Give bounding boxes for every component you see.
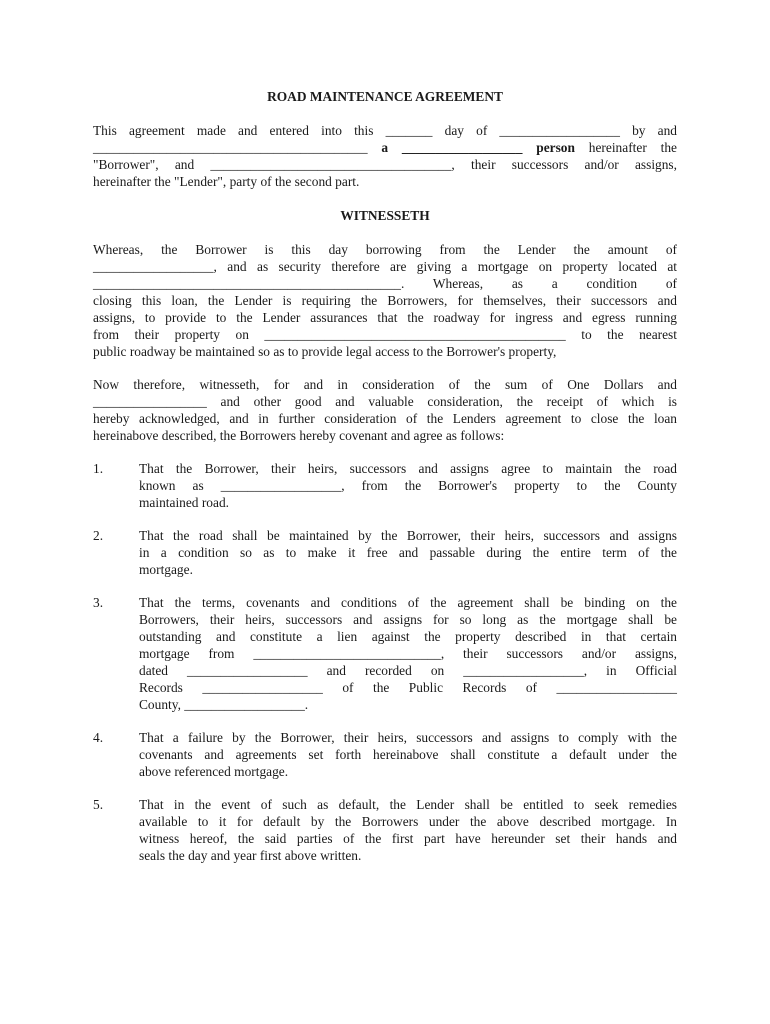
now-therefore-line: Now therefore, witnesseth, for and in consideration of the sum of One Dollars and — [93, 377, 677, 392]
clause-line: above referenced mortgage. — [139, 764, 289, 779]
intro-text: hereinafter the — [574, 140, 677, 155]
clause-number: 3. — [93, 595, 104, 610]
clause-line: mortgage from ____________________________, their successors and/or assigns, — [139, 646, 677, 661]
clause-line: dated __________________ and recorded on __________________, in Official — [139, 663, 677, 678]
clause-number: 4. — [93, 730, 104, 745]
clause-line: That in the event of such as default, the Lender shall be entitled to seek remedies — [139, 797, 677, 812]
document-body — [93, 88, 677, 864]
clause-line: maintained road. — [139, 495, 229, 510]
intro-line — [93, 139, 677, 156]
intro-blank: _________________________________________ — [93, 140, 382, 155]
clause-number: 2. — [93, 528, 104, 543]
clause-number: 5. — [93, 797, 104, 812]
witnesseth-heading: WITNESSETH — [340, 208, 430, 223]
clause-line: known as __________________, from the Borrower's property to the County — [139, 478, 677, 493]
clause-2 — [93, 527, 677, 578]
clause-3 — [93, 594, 677, 713]
whereas-line: closing this loan, the Lender is requiring the Borrowers, for themselves, their successors and — [93, 293, 677, 308]
document-title: ROAD MAINTENANCE AGREEMENT — [267, 89, 503, 104]
clause-line: County, __________________. — [139, 697, 309, 712]
now-therefore-line: _________________ and other good and valuable consideration, the receipt of which is — [93, 394, 677, 409]
clause-1 — [93, 460, 677, 511]
clause-number: 1. — [93, 461, 104, 476]
clause-line: covenants and agreements set forth hereinabove shall constitute a default under the — [139, 747, 677, 762]
clause-line: mortgage. — [139, 562, 193, 577]
intro-line: This agreement made and entered into this _______ day of __________________ by and — [93, 123, 677, 138]
clause-line: Borrowers, their heirs, successors and assigns for so long as the mortgage shall be — [139, 612, 677, 627]
clause-4 — [93, 729, 677, 780]
whereas-line: from their property on _____________________________________________ to the nearest — [93, 327, 677, 342]
whereas-line: assigns, to provide to the Lender assurances that the roadway for ingress and egress running — [93, 310, 677, 325]
whereas-line: public roadway be maintained so as to provide legal access to the Borrower's property, — [93, 344, 557, 359]
intro-paragraph — [93, 122, 677, 190]
intro-line: hereinafter the "Lender", party of the second part. — [93, 174, 360, 189]
clause-text — [139, 594, 677, 713]
whereas-line: ______________________________________________. Whereas, as a condition of — [93, 276, 677, 291]
clause-line: That the terms, covenants and conditions of the agreement shall be binding on the — [139, 595, 677, 610]
whereas-line: Whereas, the Borrower is this day borrowing from the Lender the amount of — [93, 242, 677, 257]
clause-line: available to it for default by the Borrowers under the above described mortgage. In — [139, 814, 677, 829]
clause-text — [139, 527, 677, 578]
intro-line: "Borrower", and ____________________________________, their successors and/or assigns, — [93, 157, 677, 172]
clause-line: That the Borrower, their heirs, successors and assigns agree to maintain the road — [139, 461, 677, 476]
clause-text — [139, 796, 677, 864]
clause-text — [139, 729, 677, 780]
whereas-paragraph — [93, 241, 677, 360]
now-therefore-line: hereby acknowledged, and in further consideration of the Lenders agreement to close the loan — [93, 411, 677, 426]
now-therefore-paragraph — [93, 376, 677, 444]
now-therefore-line: hereinabove described, the Borrowers hereby covenant and agree as follows: — [93, 428, 505, 443]
clause-text — [139, 460, 677, 511]
clause-line: in a condition so as to make it free and passable during the entire term of the — [139, 545, 677, 560]
clause-line: witness hereof, the said parties of the first part have hereunder set their hands and — [139, 831, 677, 846]
clause-line: That the road shall be maintained by the Borrower, their heirs, successors and assigns — [139, 528, 677, 543]
whereas-line: __________________, and as security therefore are giving a mortgage on property located at — [93, 259, 677, 274]
clause-line: seals the day and year first above written. — [139, 848, 362, 863]
clause-5 — [93, 796, 677, 864]
clause-line: outstanding and constitute a lien against the property described in that certain — [139, 629, 677, 644]
intro-bold-person: a __________________ person — [381, 140, 575, 155]
clause-line: Records __________________ of the Public Records of __________________ — [139, 680, 677, 695]
clause-line: That a failure by the Borrower, their heirs, successors and assigns to comply with the — [139, 730, 677, 745]
